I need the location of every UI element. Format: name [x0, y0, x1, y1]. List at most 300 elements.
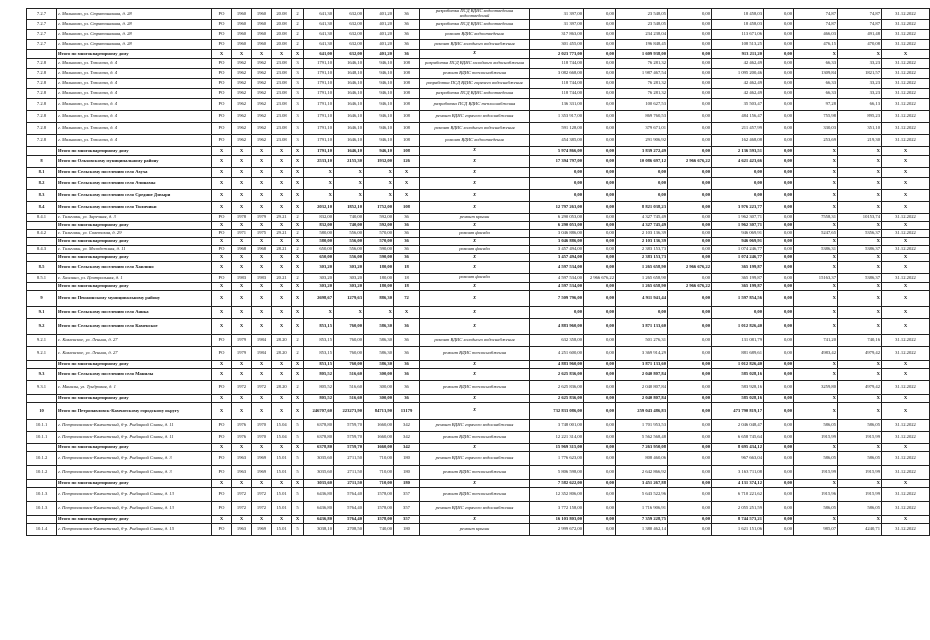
- row-number-cell: [27, 253, 57, 261]
- cost-owners-cell: 946 069,91: [712, 237, 764, 245]
- ownership-cell: Х: [212, 189, 232, 201]
- area-living-cell: 1279,63: [334, 290, 364, 306]
- cost-total-cell: 4 883 960,00: [530, 360, 584, 368]
- ownership-cell: РО: [212, 110, 232, 122]
- unit-cost-cell: 7558,31: [794, 213, 838, 221]
- cost-local-cell: 0,00: [668, 479, 712, 487]
- cost-local-cell: 0,00: [668, 58, 712, 68]
- area-living-cell: 223273,90: [334, 402, 364, 419]
- work-type-cell: ремонт ВДИС теплоснабжения: [420, 465, 530, 479]
- unit-cost-limit-cell: Х: [838, 394, 882, 402]
- deadline-cell: Х: [882, 402, 930, 419]
- area-residents-cell: 946,10: [364, 78, 394, 88]
- work-type-cell: ремонт ВДИС горячего водоснабжения: [420, 110, 530, 122]
- unit-cost-cell: Х: [794, 221, 838, 229]
- cost-other-cell: 0,00: [764, 487, 794, 501]
- year-built-cell: Х: [232, 402, 252, 419]
- year-built-cell: Х: [232, 360, 252, 368]
- address-cell: Итого по многоквартирному дому: [57, 515, 212, 523]
- cost-local-cell: 0,00: [668, 273, 712, 282]
- cost-other-cell: 0,00: [764, 282, 794, 290]
- year-built-cell: Х: [232, 237, 252, 245]
- area-total-cell: 6436,80: [304, 515, 334, 523]
- unit-cost-limit-cell: Х: [838, 49, 882, 58]
- cost-local-cell: 0,00: [668, 523, 712, 535]
- cost-local-cell: 0,00: [668, 29, 712, 39]
- total-row: [27, 402, 930, 419]
- floors-cell: Х: [292, 479, 304, 487]
- cost-other-cell: 0,00: [764, 245, 794, 253]
- work-type-cell: Х: [420, 479, 530, 487]
- cost-fund-cell: 0,00: [584, 282, 616, 290]
- area-total-cell: 1791,10: [304, 88, 334, 98]
- wear-cell: 23.08: [272, 78, 292, 88]
- area-total-cell: 303,20: [304, 282, 334, 290]
- row-number-cell: 9.2: [27, 318, 57, 334]
- residents-cell: 108: [394, 201, 420, 213]
- residents-cell: 36: [394, 19, 420, 29]
- cost-other-cell: 0,00: [764, 273, 794, 282]
- residents-cell: 180: [394, 523, 420, 535]
- cost-fund-cell: 0,00: [584, 451, 616, 465]
- row-number-cell: 7.2.8: [27, 68, 57, 78]
- cost-local-cell: 0,00: [668, 201, 712, 213]
- area-total-cell: 832,00: [304, 221, 334, 229]
- unit-cost-limit-cell: 33,23: [838, 58, 882, 68]
- residents-cell: 108: [394, 122, 420, 134]
- cost-total-cell: 4 251 600,00: [530, 346, 584, 360]
- cost-owners-cell: 2 055 251,59: [712, 501, 764, 515]
- table-row: [27, 465, 930, 479]
- cost-total-cell: 6 290 053,00: [530, 221, 584, 229]
- year-built-cell: Х: [232, 201, 252, 213]
- cost-owners-cell: 1 597 854,56: [712, 290, 764, 306]
- cost-owners-cell: 162 468,08: [712, 134, 764, 146]
- cost-owners-cell: 967 663,04: [712, 451, 764, 465]
- unit-cost-cell: 66,33: [794, 88, 838, 98]
- address-cell: г. Малыково, ул. Тополева, д. 4: [57, 78, 212, 88]
- floors-cell: Х: [292, 189, 304, 201]
- cost-other-cell: 0,00: [764, 443, 794, 451]
- cost-local-cell: 0,00: [668, 229, 712, 237]
- ownership-cell: РО: [212, 58, 232, 68]
- area-residents-cell: 946,10: [364, 68, 394, 78]
- year-built-cell: Х: [232, 221, 252, 229]
- work-type-cell: Х: [420, 237, 530, 245]
- year-built-cell: Х: [232, 261, 252, 273]
- area-residents-cell: 401,20: [364, 49, 394, 58]
- deadline-cell: 31.12.2022: [882, 58, 930, 68]
- cost-regional-cell: 0,00: [616, 167, 668, 177]
- cost-total-cell: 732 833 086,00: [530, 402, 584, 419]
- address-cell: Итого по многоквартирному дому: [57, 146, 212, 155]
- area-living-cell: 632,00: [334, 19, 364, 29]
- residents-cell: 18: [394, 282, 420, 290]
- residents-cell: 36: [394, 245, 420, 253]
- ownership-cell: Х: [212, 394, 232, 402]
- area-residents-cell: 946,10: [364, 146, 394, 155]
- deadline-cell: 31.12.2022: [882, 213, 930, 221]
- year-built-cell: 1963: [232, 451, 252, 465]
- cost-regional-cell: 0,00: [616, 306, 668, 318]
- area-total-cell: Х: [304, 167, 334, 177]
- deadline-cell: 31.12.2022: [882, 98, 930, 110]
- area-residents-cell: 590,00: [364, 253, 394, 261]
- area-total-cell: 832,00: [304, 213, 334, 221]
- address-cell: с. Манилы, ул. Тундровая, д. 1: [57, 380, 212, 394]
- area-living-cell: 2155,30: [334, 155, 364, 167]
- unit-cost-limit-cell: 586,05: [838, 419, 882, 431]
- unit-cost-limit-cell: Х: [838, 443, 882, 451]
- area-residents-cell: 1660,00: [364, 419, 394, 431]
- residents-cell: 36: [394, 39, 420, 49]
- total-row: [27, 368, 930, 380]
- floors-cell: 2: [292, 245, 304, 253]
- cost-other-cell: 0,00: [764, 146, 794, 155]
- area-living-cell: 632,00: [334, 9, 364, 20]
- cost-local-cell: 0,00: [668, 134, 712, 146]
- deadline-cell: 31.12.2022: [882, 487, 930, 501]
- residents-cell: 357: [394, 515, 420, 523]
- cost-owners-cell: 4 131 374,12: [712, 479, 764, 487]
- cost-other-cell: 0,00: [764, 368, 794, 380]
- address-cell: г. Петропавловск-Камчатский, б-р. Рыбацкой Славы, д. 3: [57, 465, 212, 479]
- cost-local-cell: 0,00: [668, 501, 712, 515]
- year-commissioned-cell: Х: [252, 177, 272, 189]
- wear-cell: 23.08: [272, 88, 292, 98]
- unit-cost-limit-cell: Х: [838, 290, 882, 306]
- cost-owners-cell: 6 658 745,64: [712, 431, 764, 443]
- area-total-cell: 2032,10: [304, 201, 334, 213]
- work-type-cell: разработка ПСД ВДИС горячего водоснабжения: [420, 78, 530, 88]
- row-number-cell: [27, 443, 57, 451]
- address-cell: г. Петропавловск-Камчатский, б-р. Рыбацкой Славы, д. 13: [57, 501, 212, 515]
- year-commissioned-cell: 1972: [252, 501, 272, 515]
- year-commissioned-cell: Х: [252, 201, 272, 213]
- total-row: [27, 261, 930, 273]
- deadline-cell: Х: [882, 306, 930, 318]
- cost-fund-cell: 0,00: [584, 419, 616, 431]
- floors-cell: Х: [292, 146, 304, 155]
- cost-local-cell: 0,00: [668, 245, 712, 253]
- area-residents-cell: 180,00: [364, 282, 394, 290]
- area-total-cell: 580,00: [304, 237, 334, 245]
- area-residents-cell: 1578,00: [364, 515, 394, 523]
- cost-total-cell: 17 394 797,00: [530, 155, 584, 167]
- residents-cell: 108: [394, 68, 420, 78]
- unit-cost-limit-cell: 5356,37: [838, 229, 882, 237]
- row-number-cell: [27, 221, 57, 229]
- ownership-cell: РО: [212, 380, 232, 394]
- cost-local-cell: 0,00: [668, 318, 712, 334]
- area-total-cell: 1791,10: [304, 68, 334, 78]
- cost-local-cell: 0,00: [668, 167, 712, 177]
- row-number-cell: 9: [27, 290, 57, 306]
- deadline-cell: Х: [882, 515, 930, 523]
- cost-other-cell: 0,00: [764, 380, 794, 394]
- year-commissioned-cell: 1962: [252, 78, 272, 88]
- year-built-cell: 1976: [232, 419, 252, 431]
- cost-regional-cell: 379 671,01: [616, 122, 668, 134]
- cost-owners-cell: 3 976 223,77: [712, 201, 764, 213]
- residents-cell: 357: [394, 487, 420, 501]
- year-built-cell: Х: [232, 189, 252, 201]
- address-cell: Итого по многоквартирному дому: [57, 443, 212, 451]
- year-built-cell: 1976: [232, 431, 252, 443]
- ownership-cell: РО: [212, 39, 232, 49]
- work-type-cell: ремонт крыши: [420, 523, 530, 535]
- area-living-cell: Х: [334, 177, 364, 189]
- cost-regional-cell: 2 642 866,92: [616, 465, 668, 479]
- row-number-cell: [27, 515, 57, 523]
- unit-cost-cell: 1915,99: [794, 465, 838, 479]
- area-living-cell: 516,60: [334, 380, 364, 394]
- wear-cell: 15.01: [272, 487, 292, 501]
- wear-cell: 23.08: [272, 122, 292, 134]
- cost-total-cell: 301 455,00: [530, 39, 584, 49]
- cost-fund-cell: 0,00: [584, 29, 616, 39]
- row-number-cell: 7.2.8: [27, 88, 57, 98]
- deadline-cell: 31.12.2022: [882, 380, 930, 394]
- wear-cell: 23.08: [272, 68, 292, 78]
- unit-cost-cell: 253,69: [794, 134, 838, 146]
- cost-other-cell: 0,00: [764, 9, 794, 20]
- area-total-cell: 1791,10: [304, 134, 334, 146]
- cost-other-cell: 0,00: [764, 39, 794, 49]
- deadline-cell: Х: [882, 155, 930, 167]
- cost-other-cell: 0,00: [764, 253, 794, 261]
- floors-cell: 3: [292, 58, 304, 68]
- ownership-cell: РО: [212, 213, 232, 221]
- residents-cell: 36: [394, 346, 420, 360]
- cost-local-cell: 0,00: [668, 419, 712, 431]
- floors-cell: 2: [292, 9, 304, 20]
- row-number-cell: [27, 146, 57, 155]
- address-cell: Итого по Сельскому поселению село Хаилино: [57, 261, 212, 273]
- deadline-cell: 31.12.2022: [882, 273, 930, 282]
- address-cell: г. Малыково, ул. Тополева, д. 4: [57, 134, 212, 146]
- cost-fund-cell: 0,00: [584, 245, 616, 253]
- table-row: [27, 229, 930, 237]
- ownership-cell: РО: [212, 88, 232, 98]
- cost-regional-cell: 5 643 522,96: [616, 487, 668, 501]
- year-commissioned-cell: Х: [252, 306, 272, 318]
- floors-cell: Х: [292, 167, 304, 177]
- floors-cell: 5: [292, 451, 304, 465]
- area-total-cell: 2533,10: [304, 155, 334, 167]
- cost-other-cell: 0,00: [764, 237, 794, 245]
- cost-other-cell: 0,00: [764, 122, 794, 134]
- cost-regional-cell: 76 281,32: [616, 58, 668, 68]
- row-number-cell: 8.4.3: [27, 245, 57, 253]
- residents-cell: 13179: [394, 402, 420, 419]
- wear-cell: 23.08: [272, 98, 292, 110]
- area-total-cell: 805,52: [304, 394, 334, 402]
- total-row: [27, 146, 930, 155]
- residents-cell: 36: [394, 213, 420, 221]
- area-residents-cell: Х: [364, 306, 394, 318]
- cost-regional-cell: 8 821 038,23: [616, 201, 668, 213]
- total-row: [27, 49, 930, 58]
- cost-owners-cell: 0,00: [712, 167, 764, 177]
- unit-cost-cell: Х: [794, 237, 838, 245]
- table-row: [27, 68, 930, 78]
- cost-local-cell: 0,00: [668, 177, 712, 189]
- cost-regional-cell: 100 627,53: [616, 98, 668, 110]
- deadline-cell: Х: [882, 282, 930, 290]
- unit-cost-cell: Х: [794, 282, 838, 290]
- cost-local-cell: 0,00: [668, 443, 712, 451]
- row-number-cell: 10.1.1: [27, 419, 57, 431]
- total-row: [27, 189, 930, 201]
- area-residents-cell: 1932,00: [364, 155, 394, 167]
- work-type-cell: разработка ПСД ВДИС водоотведения: [420, 19, 530, 29]
- unit-cost-limit-cell: 470,08: [838, 39, 882, 49]
- area-total-cell: 303,20: [304, 273, 334, 282]
- area-total-cell: 1791,10: [304, 58, 334, 68]
- year-commissioned-cell: Х: [252, 49, 272, 58]
- address-cell: г. Малыково, ул. Тополева, д. 4: [57, 98, 212, 110]
- ownership-cell: РО: [212, 229, 232, 237]
- year-commissioned-cell: 1972: [252, 487, 272, 501]
- cost-owners-cell: 113 671,06: [712, 29, 764, 39]
- cost-other-cell: 0,00: [764, 515, 794, 523]
- residents-cell: 36: [394, 318, 420, 334]
- floors-cell: Х: [292, 282, 304, 290]
- address-cell: Итого по Пенжинскому муниципальному району: [57, 290, 212, 306]
- residents-cell: 36: [394, 394, 420, 402]
- area-residents-cell: 946,10: [364, 88, 394, 98]
- work-type-cell: Х: [420, 402, 530, 419]
- area-living-cell: 556,00: [334, 253, 364, 261]
- cost-regional-cell: 1 265 658,90: [616, 273, 668, 282]
- deadline-cell: Х: [882, 443, 930, 451]
- cost-local-cell: 2 966 676,22: [668, 261, 712, 273]
- address-cell: Итого по многоквартирному дому: [57, 237, 212, 245]
- address-cell: Итого по многоквартирному дому: [57, 360, 212, 368]
- cost-fund-cell: 0,00: [584, 479, 616, 487]
- area-living-cell: 5759,70: [334, 443, 364, 451]
- cost-fund-cell: 0,00: [584, 253, 616, 261]
- unit-cost-cell: 741,20: [794, 334, 838, 346]
- year-commissioned-cell: Х: [252, 221, 272, 229]
- floors-cell: Х: [292, 177, 304, 189]
- area-living-cell: Х: [334, 306, 364, 318]
- floors-cell: Х: [292, 237, 304, 245]
- unit-cost-limit-cell: 586,05: [838, 451, 882, 465]
- wear-cell: 29.21: [272, 213, 292, 221]
- address-cell: г. Малыково, ул. Тополева, д. 4: [57, 122, 212, 134]
- year-commissioned-cell: 1962: [252, 68, 272, 78]
- cost-total-cell: 591 128,00: [530, 122, 584, 134]
- total-row: [27, 290, 930, 306]
- cost-owners-cell: 0,00: [712, 306, 764, 318]
- cost-regional-cell: 259 043 486,83: [616, 402, 668, 419]
- floors-cell: 3: [292, 78, 304, 88]
- unit-cost-cell: 586,05: [794, 419, 838, 431]
- ownership-cell: Х: [212, 201, 232, 213]
- year-commissioned-cell: 1979: [252, 213, 272, 221]
- cost-total-cell: 317 863,00: [530, 29, 584, 39]
- area-total-cell: 1791,10: [304, 98, 334, 110]
- ownership-cell: РО: [212, 334, 232, 346]
- cost-owners-cell: 131 081,79: [712, 334, 764, 346]
- unit-cost-cell: Х: [794, 402, 838, 419]
- ownership-cell: РО: [212, 501, 232, 515]
- wear-cell: 23.08: [272, 58, 292, 68]
- unit-cost-cell: 3259,80: [794, 380, 838, 394]
- year-built-cell: 1979: [232, 334, 252, 346]
- wear-cell: Х: [272, 146, 292, 155]
- register-sheet: [26, 8, 916, 536]
- year-commissioned-cell: Х: [252, 318, 272, 334]
- unit-cost-limit-cell: 5386,37: [838, 273, 882, 282]
- unit-cost-limit-cell: Х: [838, 479, 882, 487]
- deadline-cell: Х: [882, 49, 930, 58]
- deadline-cell: 31.12.2022: [882, 334, 930, 346]
- cost-total-cell: 3 082 668,00: [530, 68, 584, 78]
- cost-regional-cell: 3 369 914,29: [616, 346, 668, 360]
- cost-total-cell: 3 748 001,00: [530, 419, 584, 431]
- area-residents-cell: 886,30: [364, 290, 394, 306]
- floors-cell: Х: [292, 360, 304, 368]
- cost-owners-cell: 2 046 048,47: [712, 419, 764, 431]
- work-type-cell: Х: [420, 394, 530, 402]
- cost-regional-cell: 1 701 953,53: [616, 419, 668, 431]
- year-built-cell: Х: [232, 515, 252, 523]
- area-total-cell: 1791,10: [304, 110, 334, 122]
- floors-cell: Х: [292, 306, 304, 318]
- ownership-cell: Х: [212, 290, 232, 306]
- area-residents-cell: 300,00: [364, 368, 394, 380]
- cost-other-cell: 0,00: [764, 306, 794, 318]
- area-residents-cell: 401,20: [364, 19, 394, 29]
- deadline-cell: Х: [882, 394, 930, 402]
- address-cell: с. Тиличики, ул. Молодежная, д. 11: [57, 245, 212, 253]
- unit-cost-limit-cell: 74,87: [838, 19, 882, 29]
- wear-cell: 20.08: [272, 29, 292, 39]
- ownership-cell: РО: [212, 29, 232, 39]
- wear-cell: Х: [272, 443, 292, 451]
- table-row: [27, 122, 930, 134]
- cost-fund-cell: 0,00: [584, 122, 616, 134]
- address-cell: Итого по Ольховскому муниципальному району: [57, 155, 212, 167]
- row-number-cell: 10.1.2: [27, 451, 57, 465]
- cost-fund-cell: 0,00: [584, 380, 616, 394]
- table-row: [27, 98, 930, 110]
- floors-cell: Х: [292, 49, 304, 58]
- work-type-cell: ремонт крыши: [420, 213, 530, 221]
- unit-cost-limit-cell: Х: [838, 189, 882, 201]
- row-number-cell: [27, 237, 57, 245]
- unit-cost-cell: 66,33: [794, 78, 838, 88]
- floors-cell: Х: [292, 253, 304, 261]
- cost-owners-cell: 1 962 307,71: [712, 213, 764, 221]
- cost-total-cell: 3 046 886,00: [530, 229, 584, 237]
- deadline-cell: 31.12.2022: [882, 245, 930, 253]
- cost-total-cell: 0,00: [530, 177, 584, 189]
- row-number-cell: [27, 479, 57, 487]
- cost-owners-cell: 2 136 593,51: [712, 146, 764, 155]
- ownership-cell: Х: [212, 368, 232, 380]
- deadline-cell: Х: [882, 177, 930, 189]
- area-living-cell: 303,20: [334, 273, 364, 282]
- work-type-cell: Х: [420, 155, 530, 167]
- cost-total-cell: 2 999 672,00: [530, 523, 584, 535]
- floors-cell: 3: [292, 110, 304, 122]
- cost-regional-cell: 2 040 807,84: [616, 380, 668, 394]
- cost-other-cell: 0,00: [764, 523, 794, 535]
